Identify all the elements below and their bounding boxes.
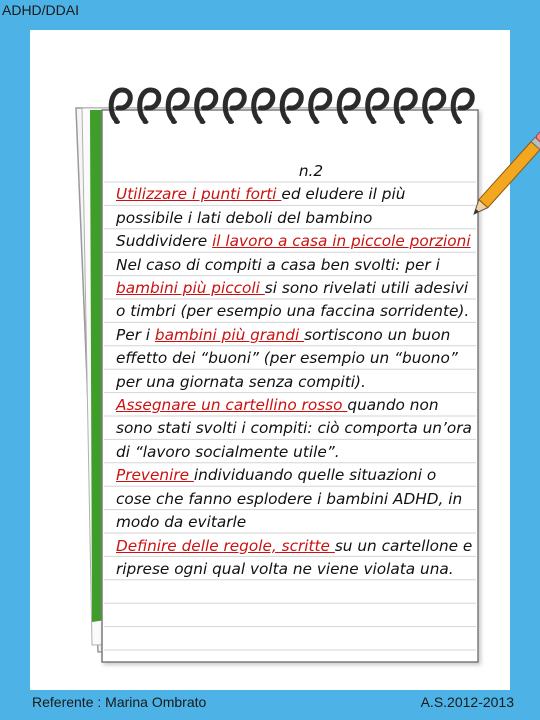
highlighted-phrase: il lavoro a casa in piccole porzioni (212, 232, 471, 251)
spiral-hole-icon (285, 120, 291, 124)
note-paragraphs (116, 183, 476, 581)
note-paragraph (116, 324, 476, 394)
note-paragraph (116, 535, 476, 582)
plain-phrase: Per i (116, 325, 155, 344)
note-paragraph (116, 464, 476, 534)
note-paragraph (116, 183, 476, 230)
page-header-title: ADHD/DDAI (2, 2, 80, 18)
highlighted-phrase: Assegnare un cartellino rosso (116, 396, 348, 415)
plain-phrase: individuando quelle situazioni o cose che fanno esplodere i bambini ADHD, in modo da evitarle (116, 466, 463, 532)
spiral-hole-icon (428, 120, 434, 124)
note-paragraph (116, 230, 476, 253)
spiral-hole-icon (456, 120, 462, 124)
plain-phrase: si sono rivelati utili adesivi o timbri (per esempio una faccina sorridente). (116, 279, 470, 321)
plain-phrase: quando non sono stati svolti i compiti: ciò comporta un’ora di “lavoro socialmente utile”. (116, 396, 472, 461)
highlighted-phrase: Utilizzare i punti forti (116, 185, 282, 204)
highlighted-phrase: bambini più piccoli (116, 279, 265, 298)
highlighted-phrase: Definire delle regole, scritte (116, 536, 335, 555)
plain-phrase: su un cartellone e riprese ogni qual volta ne viene violata una. (116, 536, 473, 578)
footer-author: Referente : Marina Ombrato (32, 694, 207, 710)
footer-school-year: A.S.2012-2013 (420, 694, 514, 710)
plain-phrase: sortiscono un buon effetto dei “buoni” (per esempio un “buono” per una giornata senza compiti). (116, 325, 458, 391)
plain-phrase: ed eludere il più possibile i lati deboli del bambino (116, 185, 406, 227)
plain-phrase: Nel caso di compiti a casa ben svolti: per i (116, 255, 440, 274)
spiral-hole-icon (342, 120, 348, 124)
spiral-hole-icon (228, 120, 234, 124)
note-paragraph (116, 394, 476, 464)
pencil-icon (470, 130, 540, 218)
note-paragraph (116, 254, 476, 324)
spiral-hole-icon (314, 120, 320, 124)
spiral-hole-icon (143, 120, 149, 124)
highlighted-phrase: bambini più grandi (154, 325, 305, 344)
highlighted-phrase: Prevenire (116, 466, 194, 485)
note-text (116, 160, 476, 581)
plain-phrase: Suddividere (116, 232, 213, 251)
spiral-hole-icon (171, 120, 177, 124)
note-number: n.2 (298, 162, 324, 180)
spiral-hole-icon (257, 120, 263, 124)
spiral-hole-icon (114, 120, 120, 124)
spiral-hole-icon (399, 120, 405, 124)
spiral-hole-icon (200, 120, 206, 124)
spiral-hole-icon (371, 120, 377, 124)
